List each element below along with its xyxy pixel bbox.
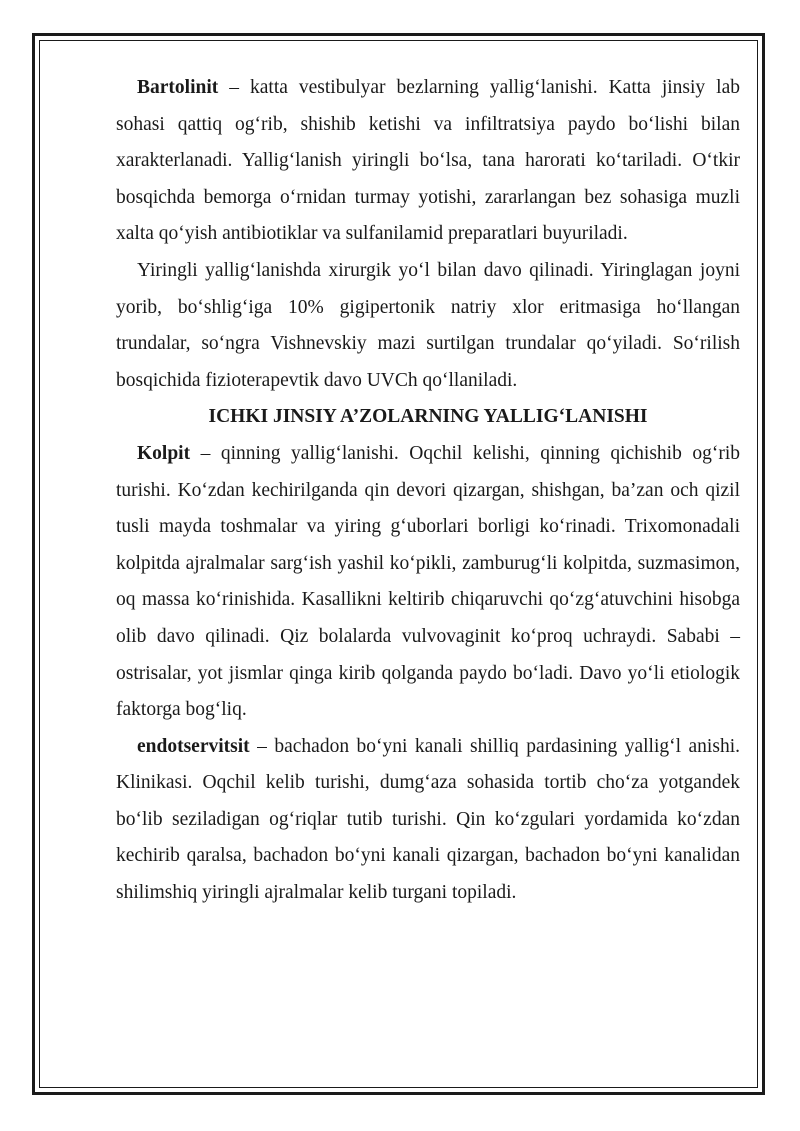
term-kolpit: Kolpit [137,442,191,464]
paragraph-bartolinit [116,70,740,253]
paragraph-surgical-treatment [116,253,740,399]
term-endotservitsit: endotservitsit [137,735,250,757]
section-heading: ICHKI JINSIY A’ZOLARNING YALLIG‘LANISHI [208,406,648,428]
paragraph-kolpit [116,436,740,729]
text-surgical-treatment: Yiringli yallig‘lanishda xirurgik yo‘l bilan davo qilinadi. Yiringlagan joyni yorib, bo‘shlig‘iga 10% gigipertonik natriy xlor eritmasiga ho‘llangan trundalar, so‘ngra Vishnevskiy mazi surtilgan trundalar qo‘yiladi. So‘rilish bosqichida fizioterapevtik davo UVCh qo‘llaniladi. [116,259,740,391]
text-kolpit: – qinning yallig‘lanishi. Oqchil kelishi, qinning qichishib og‘rib turishi. Ko‘zdan kechirilganda qin devori qizargan, shishgan, ba’zan och qizil tusli mayda toshmalar va yiring g‘uborlari borligi ko‘rinadi. Trixomonadali kolpitda ajralmalar sarg‘ish yashil ko‘pikli, zamburug‘li kolpitda, suzmasimon, oq massa ko‘rinishida. Kasallikni keltirib chiqaruvchi qo‘zg‘atuvchini hisobga olib davo qilinadi. Qiz bolalarda vulvovaginit ko‘proq uchraydi. Sababi – ostrisalar, yot jismlar qinga kirib qolganda paydo bo‘ladi. Davo yo‘li etiologik faktorga bog‘liq. [116,442,740,721]
text-bartolinit: – katta vestibulyar bezlarning yallig‘lanishi. Katta jinsiy lab sohasi qattiq og‘rib, shishib ketishi va infiltratsiya paydo bo‘lishi bilan xarakterlanadi. Yallig‘lanish yiringli bo‘lsa, tana harorati ko‘tariladi. O‘tkir bosqichda bemorga o‘rnidan turmay yotishi, zararlangan bez sohasiga muzli xalta qo‘yish antibiotiklar va sulfanilamid preparatlari buyuriladi. [116,77,740,245]
text-endotservitsit: – bachadon bo‘yni kanali shilliq pardasining yallig‘l anishi. Klinikasi. Oqchil kelib turishi, dumg‘aza sohasida tortib cho‘za yotgandek bo‘lib seziladigan og‘riqlar tutib turishi. Qin ko‘zgulari yordamida ko‘zdan kechirib qaralsa, bachadon bo‘yni kanali qizargan, bachadon bo‘yni kanalidan shilimshiq yiringli ajralmalar kelib turgani topiladi. [116,735,740,904]
paragraph-endotservitsit [116,729,740,912]
term-bartolinit: Bartolinit [137,77,219,98]
document-body [116,70,740,912]
